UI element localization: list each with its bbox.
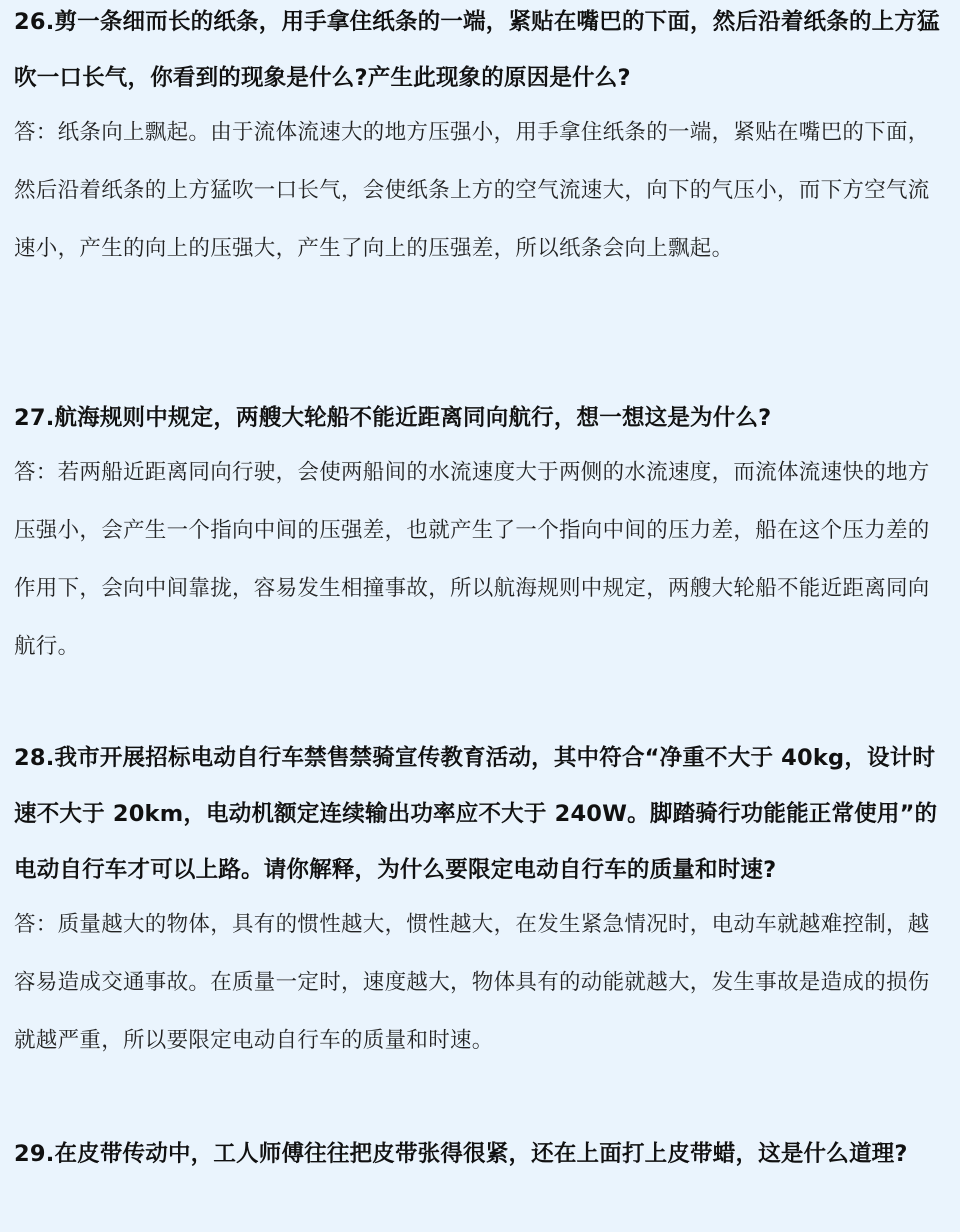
- answer-28-text: 答：质量越大的物体，具有的惯性越大，惯性越大，在发生紧急情况时，电动车就越难控制，越容易造成交通事故。在质量一定时，速度越大，物体具有的动能就越大，发生事故是造成的损伤就越严重，所以要限定电动自行车的质量和时速。: [14, 912, 930, 1053]
- question-block-28: [14, 730, 946, 1070]
- question-26-text: 26.剪一条细而长的纸条，用手拿住纸条的一端，紧贴在嘴巴的下面，然后沿着纸条的上方猛吹一口长气，你看到的现象是什么?产生此现象的原因是什么?: [14, 9, 940, 91]
- answer-26-text: 答：纸条向上飘起。由于流体流速大的地方压强小，用手拿住纸条的一端，紧贴在嘴巴的下面，然后沿着纸条的上方猛吹一口长气，会使纸条上方的空气流速大，向下的气压小，而下方空气流速小，产生的向上的压强大，产生了向上的压强差，所以纸条会向上飘起。: [14, 120, 930, 261]
- question-27-text: 27.航海规则中规定，两艘大轮船不能近距离同向航行，想一想这是为什么?: [14, 405, 772, 431]
- question-block-26: [14, 0, 946, 278]
- question-block-29: [14, 1126, 946, 1182]
- answer-27-text: 答：若两船近距离同向行驶，会使两船间的水流速度大于两侧的水流速度，而流体流速快的地方压强小，会产生一个指向中间的压强差，也就产生了一个指向中间的压力差，船在这个压力差的作用下，会向中间靠拢，容易发生相撞事故，所以航海规则中规定，两艘大轮船不能近距离同向航行。: [14, 460, 930, 659]
- question-28-text: 28.我市开展招标电动自行车禁售禁骑宣传教育活动，其中符合“净重不大于 40kg，设计时速不大于 20km，电动机额定连续输出功率应不大于 240W。脚踏骑行功能能正常使用”的电动自行车才可以上路。请你解释，为什么要限定电动自行车的质量和时速?: [14, 745, 938, 883]
- question-29-text: 29.在皮带传动中，工人师傅往往把皮带张得很紧，还在上面打上皮带蜡，这是什么道理?: [14, 1141, 908, 1167]
- question-block-27: [14, 390, 946, 676]
